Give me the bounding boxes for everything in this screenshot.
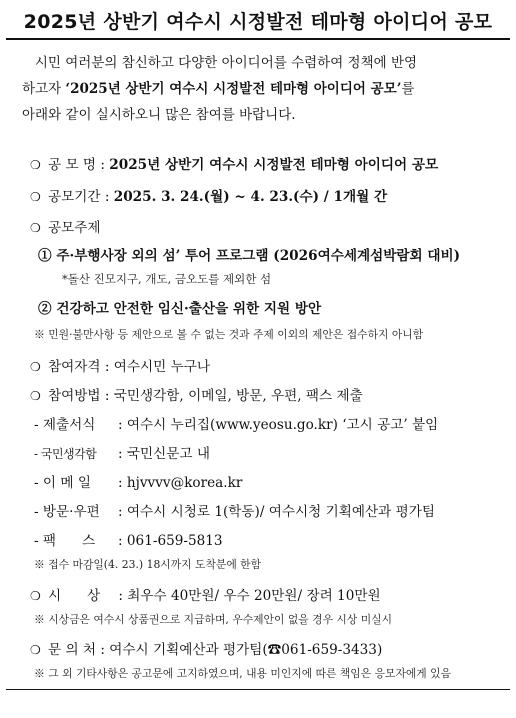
intro-line: 하고자 ‘2025년 상반기 여수시 시정발전 테마형 아이디어 공모’를 <box>22 81 415 97</box>
theme-1 <box>38 244 460 264</box>
intro-line: 아래와 같이 실시하오니 많은 참여를 바랍니다. <box>22 107 296 123</box>
item-value: 최우수 40만원/ 우수 20만원/ 장려 10만원 <box>127 588 381 604</box>
final-note: ※ 그 외 기타사항은 공고문에 고지하였으며, 내용 미인지에 따른 책임은 응모자에게 있음 <box>34 667 452 680</box>
theme-1-note: *돌산 진모지구, 개도, 금오도를 제외한 섬 <box>62 272 272 286</box>
theme-number: ② <box>38 301 52 317</box>
method-value: 여수시 시청로 1(학동)/ 여수시청 기획예산과 평가팀 <box>126 504 435 520</box>
item-contest-name: ❍ 공 모 명 : 2025년 상반기 여수시 시정발전 테마형 아이디어 공모 <box>30 153 438 173</box>
intro-paragraph <box>22 50 500 128</box>
intro-highlight: ‘2025년 상반기 여수시 시정발전 테마형 아이디어 공모’ <box>65 81 402 97</box>
item-value: 2025년 상반기 여수시 시정발전 테마형 아이디어 공모 <box>109 157 439 173</box>
bottom-divider <box>6 689 510 690</box>
bullet-icon: ❍ <box>30 221 41 235</box>
item-label: 공 모 명 <box>48 157 97 173</box>
method-label: - 이 메 일 <box>34 475 91 491</box>
item-prize: ❍ 시 상 : 최우수 40만원/ 우수 20만원/ 장려 10만원 <box>30 584 381 604</box>
method-portal: - 국민생각함 : 국민신문고 내 <box>34 446 211 462</box>
item-value: 2025. 3. 24.(월) ~ 4. 23.(수) / 1개월 간 <box>113 189 388 205</box>
method-visit: - 방문·우편 : 여수시 시청로 1(학동)/ 여수시청 기획예산과 평가팀 <box>34 500 435 520</box>
item-contact: ❍ 문 의 처 : 여수시 기획예산과 평가팀(☎061-659-3433) <box>30 638 382 658</box>
bullet-icon: ❍ <box>30 190 41 204</box>
title-divider <box>6 38 510 40</box>
item-label: 공모주제 <box>48 220 101 236</box>
method-form: - 제출서식 : 여수시 누리집(www.yeosu.go.kr) ‘고시 공고’ 붙임 <box>34 413 438 433</box>
item-label: 참여자격 <box>48 359 101 375</box>
item-qualification: ❍ 참여자격 : 여수시민 누구나 <box>30 355 210 375</box>
theme-text: 주·부행사장 외의 섬’ 투어 프로그램 (2026여수세계섬박람회 대비) <box>56 248 461 264</box>
item-label: 시 상 <box>48 588 101 604</box>
bullet-icon: ❍ <box>30 389 41 403</box>
item-label: 문 의 처 <box>48 642 97 658</box>
bullet-icon: ❍ <box>30 643 41 657</box>
item-theme <box>30 216 101 236</box>
intro-line: 시민 여러분의 참신하고 다양한 아이디어를 수렴하여 정책에 반영 <box>34 55 418 71</box>
item-method: ❍ 참여방법 : 국민생각함, 이메일, 방문, 우편, 팩스 제출 <box>30 384 363 404</box>
method-email: - 이 메 일 : hjvvvv@korea.kr <box>34 471 242 491</box>
bullet-icon: ❍ <box>30 589 41 603</box>
method-label: - 국민생각함 <box>34 447 97 461</box>
item-value: 여수시민 누구나 <box>113 359 211 375</box>
item-label: 참여방법 <box>48 388 101 404</box>
item-period: ❍ 공모기간 : 2025. 3. 24.(월) ~ 4. 23.(수) / 1개월 간 <box>30 185 387 205</box>
item-label: 공모기간 <box>48 189 101 205</box>
bullet-icon: ❍ <box>30 360 41 374</box>
email-value: hjvvvv@korea.kr <box>126 475 243 491</box>
theme-number: ① <box>38 248 52 264</box>
theme-note: ※ 민원·불만사항 등 제안으로 볼 수 없는 것과 주제 이외의 제안은 접수하지 아니함 <box>34 328 424 341</box>
document-title: 2025년 상반기 여수시 시정발전 테마형 아이디어 공모 <box>23 11 493 33</box>
method-value: 국민신문고 내 <box>126 446 211 462</box>
deadline-note: ※ 접수 마감일(4. 23.) 18시까지 도착분에 한함 <box>34 558 262 571</box>
prize-note: ※ 시상금은 여수시 상품권으로 지급하며, 우수제안이 없을 경우 시상 미실시 <box>34 613 393 626</box>
method-fax: - 팩 스 : 061-659-5813 <box>34 529 223 549</box>
theme-text: 건강하고 안전한 임신·출산을 위한 지원 방안 <box>56 301 322 317</box>
method-label: - 방문·우편 <box>34 504 100 520</box>
bullet-icon: ❍ <box>30 158 41 172</box>
method-value: 여수시 누리집(www.yeosu.go.kr) ‘고시 공고’ 붙임 <box>126 417 439 433</box>
method-label: - 제출서식 <box>34 417 96 433</box>
item-value: 여수시 기획예산과 평가팀(☎061-659-3433) <box>109 642 383 658</box>
method-label: - 팩 스 <box>34 533 96 549</box>
item-value: 국민생각함, 이메일, 방문, 우편, 팩스 제출 <box>113 388 363 404</box>
theme-2 <box>38 297 321 317</box>
method-value: 061-659-5813 <box>126 533 223 549</box>
